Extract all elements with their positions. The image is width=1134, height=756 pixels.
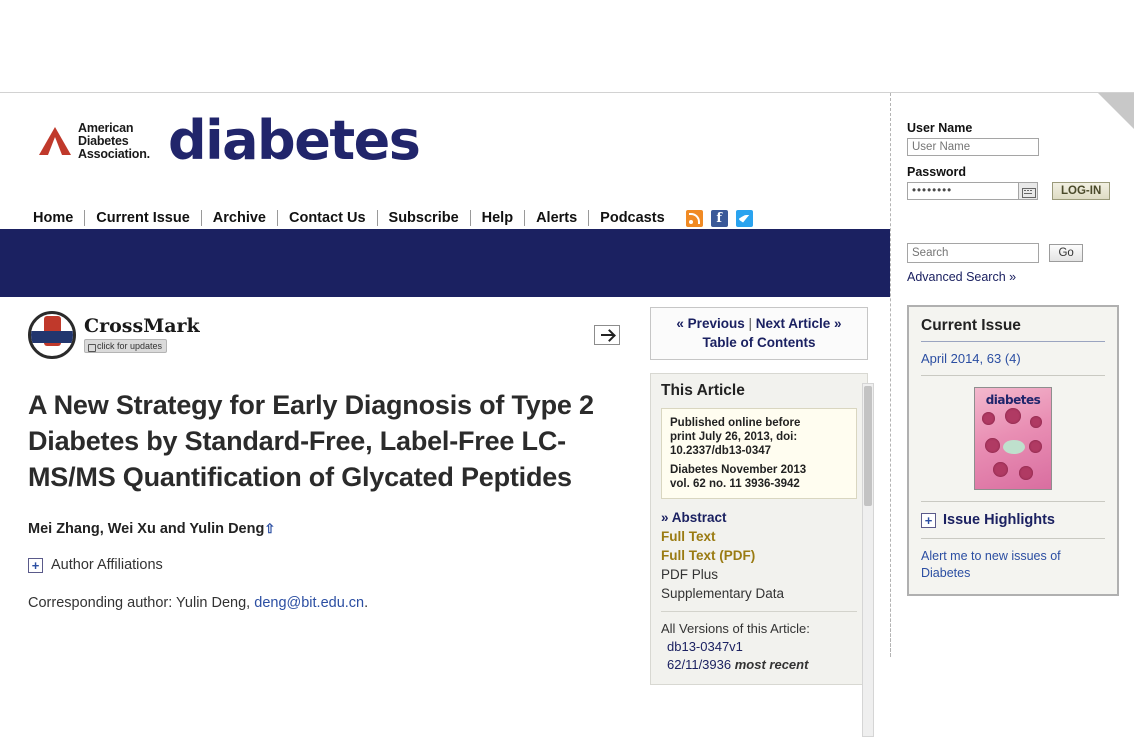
crossmark-icon	[28, 311, 76, 359]
twitter-icon[interactable]	[736, 210, 753, 227]
site-header	[0, 93, 890, 229]
password-row	[907, 182, 1122, 200]
ada-wordmark	[78, 122, 150, 161]
login-form	[907, 121, 1122, 200]
crossmark-label: CrossMark	[84, 315, 200, 337]
versions-heading: All Versions of this Article:	[661, 621, 810, 636]
ada-triangle-icon	[38, 125, 72, 157]
nav-item-help[interactable]: Help	[471, 210, 525, 226]
nav-item-subscribe[interactable]: Subscribe	[378, 210, 471, 226]
table-of-contents-link[interactable]: Table of Contents	[702, 335, 816, 350]
next-article-link[interactable]: Next Article »	[755, 316, 842, 331]
nav-item-alerts[interactable]: Alerts	[525, 210, 589, 226]
ada-line-2: Diabetes	[78, 133, 129, 148]
link-pdf-plus[interactable]: PDF Plus	[661, 567, 719, 582]
citation-line-2: print July 26, 2013, doi:	[670, 431, 798, 443]
article-column	[0, 297, 640, 611]
nav-item-podcasts[interactable]: Podcasts	[600, 210, 665, 226]
current-issue-date-link[interactable]: April 2014, 63 (4)	[921, 351, 1105, 376]
search-area	[907, 243, 1122, 284]
nav-item-contact-us[interactable]: Contact Us	[278, 210, 378, 226]
nav-item-archive[interactable]: Archive	[202, 210, 278, 226]
username-input[interactable]	[907, 138, 1039, 156]
crossmark-row	[28, 311, 620, 359]
crossmark-badge[interactable]	[28, 311, 200, 359]
article-versions	[661, 620, 857, 674]
article-format-links	[661, 508, 857, 612]
prev-next-separator: |	[748, 316, 752, 331]
cover-journal-title: diabetes	[985, 393, 1041, 407]
header-blue-band	[0, 229, 890, 297]
social-icons	[686, 210, 753, 227]
link-supplementary-data[interactable]: Supplementary Data	[661, 586, 785, 601]
password-label: Password	[907, 165, 967, 180]
corresponding-prefix: Corresponding author: Yulin Deng,	[28, 595, 255, 611]
article-authors	[28, 521, 616, 537]
nav-item-home[interactable]: Home	[22, 210, 85, 226]
ada-line-1: American	[78, 120, 134, 135]
nav-item-current-issue[interactable]: Current Issue	[85, 210, 201, 226]
site-logo[interactable]	[38, 109, 420, 172]
link-full-text-pdf[interactable]: Full Text (PDF)	[661, 548, 756, 563]
previous-article-link[interactable]: « Previous	[676, 316, 745, 331]
rss-icon[interactable]	[686, 210, 703, 227]
issue-alert-line-1: Alert me to new issues of	[921, 549, 1061, 563]
article-tools-scrollbar[interactable]	[862, 383, 874, 737]
issue-highlights-label[interactable]: Issue Highlights	[943, 512, 1055, 528]
author-affiliations-row[interactable]	[28, 557, 616, 573]
this-article-heading: This Article	[661, 382, 745, 399]
prev-next-box	[650, 307, 868, 360]
keyboard-icon[interactable]	[1019, 182, 1038, 200]
scrollbar-thumb[interactable]	[864, 386, 872, 506]
issue-cover-image[interactable]	[974, 387, 1052, 490]
ada-line-3: Association.	[78, 146, 150, 161]
corresponding-email-link[interactable]: deng@bit.edu.cn	[254, 595, 365, 611]
crossmark-updates-button[interactable]: click for updates	[84, 339, 167, 353]
this-article-box	[650, 373, 868, 685]
citation-line-1: Published online before	[670, 417, 801, 429]
issue-alert-line-2: Diabetes	[921, 566, 971, 580]
search-input[interactable]	[907, 243, 1039, 263]
current-issue-box	[907, 305, 1119, 596]
version-link-1[interactable]: db13-0347v1	[667, 639, 743, 654]
link-abstract[interactable]: » Abstract	[661, 510, 727, 525]
link-full-text[interactable]: Full Text	[661, 529, 716, 544]
advanced-search-link[interactable]: Advanced Search »	[907, 270, 1017, 284]
facebook-icon[interactable]: f	[711, 210, 728, 227]
citation-box	[661, 408, 857, 499]
page-title: A New Strategy for Early Diagnosis of Type 2 Diabetes by Standard-Free, Label-Free LC-MS/MS Quantification of Glycated Peptides	[28, 390, 594, 492]
citation-line-3: 10.2337/db13-0347	[670, 445, 772, 457]
version-most-recent-label: most recent	[734, 657, 809, 672]
expand-affiliations-icon[interactable]: +	[28, 558, 43, 573]
expand-highlights-icon[interactable]: +	[921, 513, 936, 528]
journal-title: diabetes	[167, 109, 420, 172]
main-nav	[22, 205, 753, 231]
cover-divider	[921, 501, 1105, 502]
issue-highlights-row[interactable]	[921, 512, 1105, 539]
author-affiliations-label[interactable]: Author Affiliations	[51, 557, 163, 573]
citation-line-5: vol. 62 no. 11 3936-3942	[670, 478, 800, 490]
login-button[interactable]: LOG-IN	[1052, 182, 1110, 200]
search-go-button[interactable]: Go	[1049, 244, 1082, 262]
corresponding-author-marker: ⇧	[264, 521, 276, 536]
version-link-2[interactable]: 62/11/3936	[667, 657, 732, 672]
next-section-arrow-icon[interactable]	[594, 325, 620, 345]
username-label: User Name	[907, 121, 973, 135]
corresponding-author-line	[28, 595, 616, 611]
authors-names: Mei Zhang, Wei Xu and Yulin Deng	[28, 521, 265, 537]
corresponding-suffix: .	[364, 595, 369, 611]
article-tools-column	[645, 297, 881, 685]
password-input[interactable]	[907, 182, 1019, 200]
citation-line-4: Diabetes November 2013	[670, 464, 807, 476]
current-issue-heading: Current Issue	[921, 317, 1105, 342]
sidebar-bottom-divider	[890, 564, 1134, 656]
